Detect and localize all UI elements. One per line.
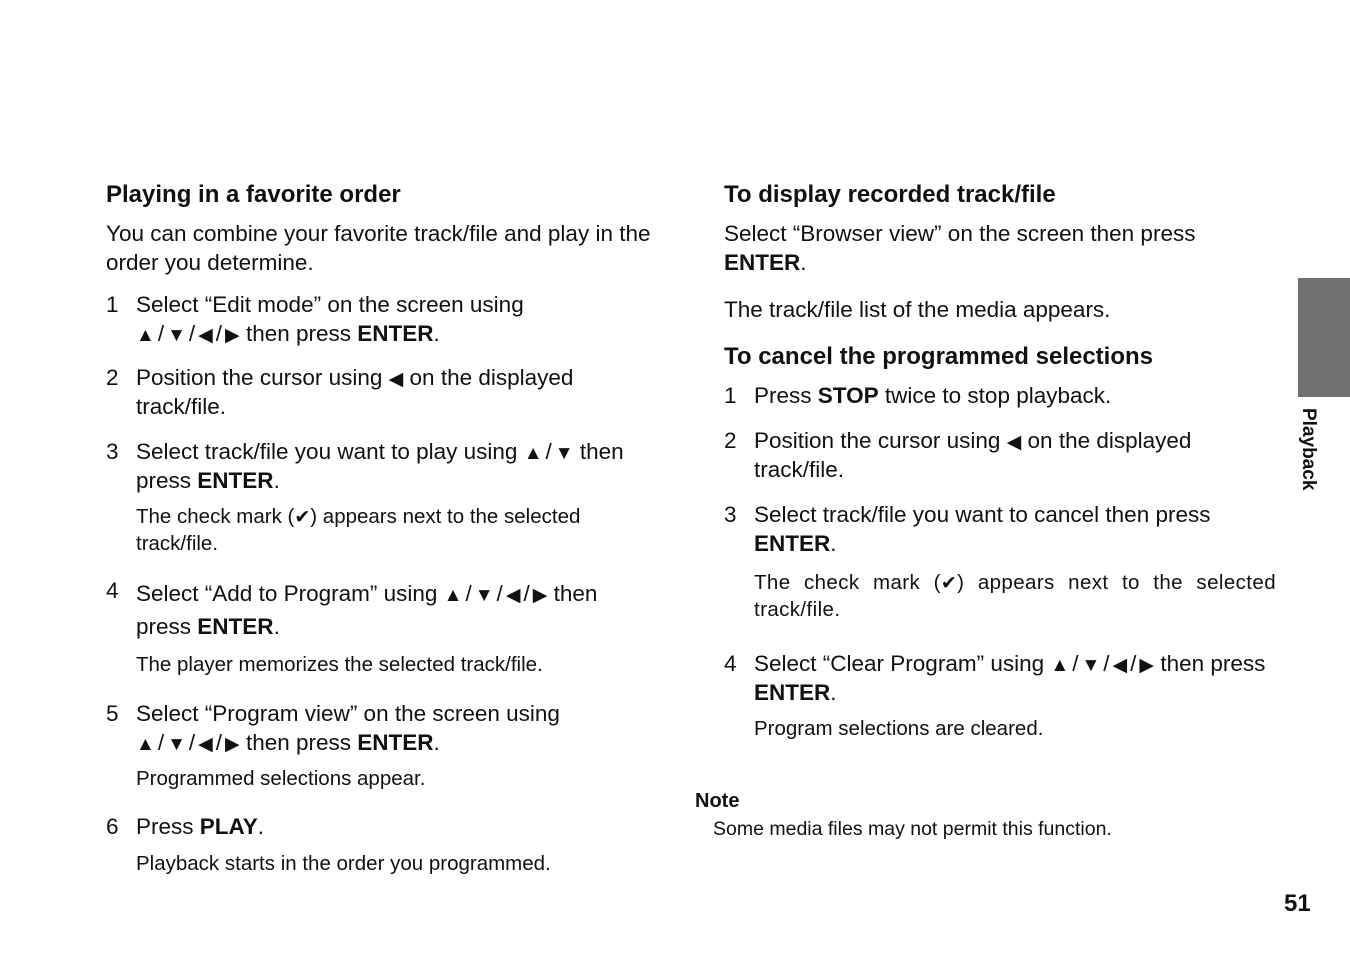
step-text: Select “Program view” on the screen using ▲ / ▼ / ◀ / ▶ then press ENTER.	[136, 701, 560, 755]
display-recorded-paragraph: Select “Browser view” on the screen then press ENTER.	[724, 221, 1196, 275]
page-number: 51	[1284, 890, 1311, 917]
up-arrow-icon: ▲	[443, 585, 463, 606]
list-item	[106, 813, 654, 877]
chapter-label: Playback	[1298, 408, 1319, 491]
step-number: 6	[106, 814, 119, 839]
list-item	[106, 577, 654, 678]
left-arrow-icon: ◀	[1006, 432, 1022, 453]
step-number: 1	[106, 292, 119, 317]
step-note: The check mark (✔) appears next to the selected track/file.	[754, 571, 1276, 621]
favorite-order-steps	[106, 291, 654, 877]
check-mark-icon: ✔	[294, 507, 311, 528]
right-arrow-icon: ▶	[1139, 655, 1155, 676]
step-number: 1	[724, 382, 737, 408]
list-item	[106, 438, 654, 557]
list-item	[724, 382, 1276, 411]
section-heading-favorite-order: Playing in a favorite order	[106, 181, 401, 208]
step-number: 4	[724, 651, 737, 676]
left-arrow-icon: ◀	[388, 369, 404, 390]
step-number: 5	[106, 701, 119, 726]
cancel-programmed-steps	[724, 382, 1276, 743]
right-arrow-icon: ▶	[532, 585, 548, 606]
left-column	[106, 178, 654, 877]
step-number: 4	[106, 578, 119, 603]
section-heading-cancel-programmed: To cancel the programmed selections	[724, 342, 1154, 370]
step-text: Press PLAY.	[136, 814, 264, 839]
up-arrow-icon: ▲	[1050, 655, 1070, 676]
left-arrow-icon: ◀	[198, 324, 213, 346]
step-text: Position the cursor using ◀ on the displayed track/file.	[754, 428, 1192, 482]
step-number: 3	[106, 439, 119, 464]
step-text: Select “Edit mode” on the screen using ▲ / ▼ / ◀ / ▶ then press ENTER.	[136, 292, 524, 346]
list-item	[724, 501, 1276, 623]
note-text: Some media files may not permit this function.	[713, 818, 1112, 840]
step-text: Position the cursor using ◀ on the displayed track/file.	[136, 365, 574, 419]
up-arrow-icon: ▲	[523, 443, 543, 464]
left-arrow-icon: ◀	[1112, 655, 1128, 676]
list-item	[724, 427, 1276, 484]
down-arrow-icon: ▼	[167, 324, 186, 346]
down-arrow-icon: ▼	[554, 443, 574, 464]
down-arrow-icon: ▼	[167, 733, 186, 755]
step-note: The player memorizes the selected track/file.	[136, 653, 543, 676]
right-arrow-icon: ▶	[225, 733, 240, 755]
step-note: Program selections are cleared.	[754, 717, 1044, 740]
note-box	[695, 788, 1112, 842]
step-text: Select track/file you want to cancel then press ENTER.	[754, 502, 1211, 556]
track-list-paragraph: The track/file list of the media appears.	[724, 297, 1111, 322]
note-title: Note	[695, 790, 740, 812]
down-arrow-icon: ▼	[1081, 655, 1101, 676]
right-column	[724, 178, 1276, 742]
left-arrow-icon: ◀	[505, 585, 521, 606]
section-heading-display-recorded: To display recorded track/file	[724, 181, 1056, 208]
list-item	[106, 364, 654, 421]
step-text: Press STOP twice to stop playback.	[754, 382, 1112, 408]
step-text: Select “Clear Program” using ▲ / ▼ / ◀ / ▶ then press ENTER.	[754, 651, 1266, 705]
step-text: Select track/file you want to play using ▲ / ▼ then press ENTER.	[136, 439, 624, 493]
left-arrow-icon: ◀	[198, 733, 213, 755]
step-note: The check mark (✔) appears next to the selected track/file.	[136, 505, 581, 555]
list-item	[724, 650, 1276, 742]
list-item	[106, 700, 654, 792]
intro-paragraph: You can combine your favorite track/file and play in the order you determine.	[106, 221, 651, 275]
up-arrow-icon: ▲	[136, 733, 155, 755]
step-number: 2	[724, 428, 737, 453]
step-number: 3	[724, 502, 737, 527]
chapter-tab	[1298, 278, 1350, 397]
list-item	[106, 291, 654, 348]
right-arrow-icon: ▶	[225, 324, 240, 346]
step-text: Select “Add to Program” using ▲ / ▼ / ◀ / ▶ then press ENTER.	[136, 581, 598, 639]
step-number: 2	[106, 365, 119, 390]
check-mark-icon: ✔	[940, 573, 958, 594]
down-arrow-icon: ▼	[474, 585, 494, 606]
step-note: Playback starts in the order you programmed.	[136, 851, 551, 875]
step-note: Programmed selections appear.	[136, 767, 426, 790]
up-arrow-icon: ▲	[136, 324, 155, 346]
